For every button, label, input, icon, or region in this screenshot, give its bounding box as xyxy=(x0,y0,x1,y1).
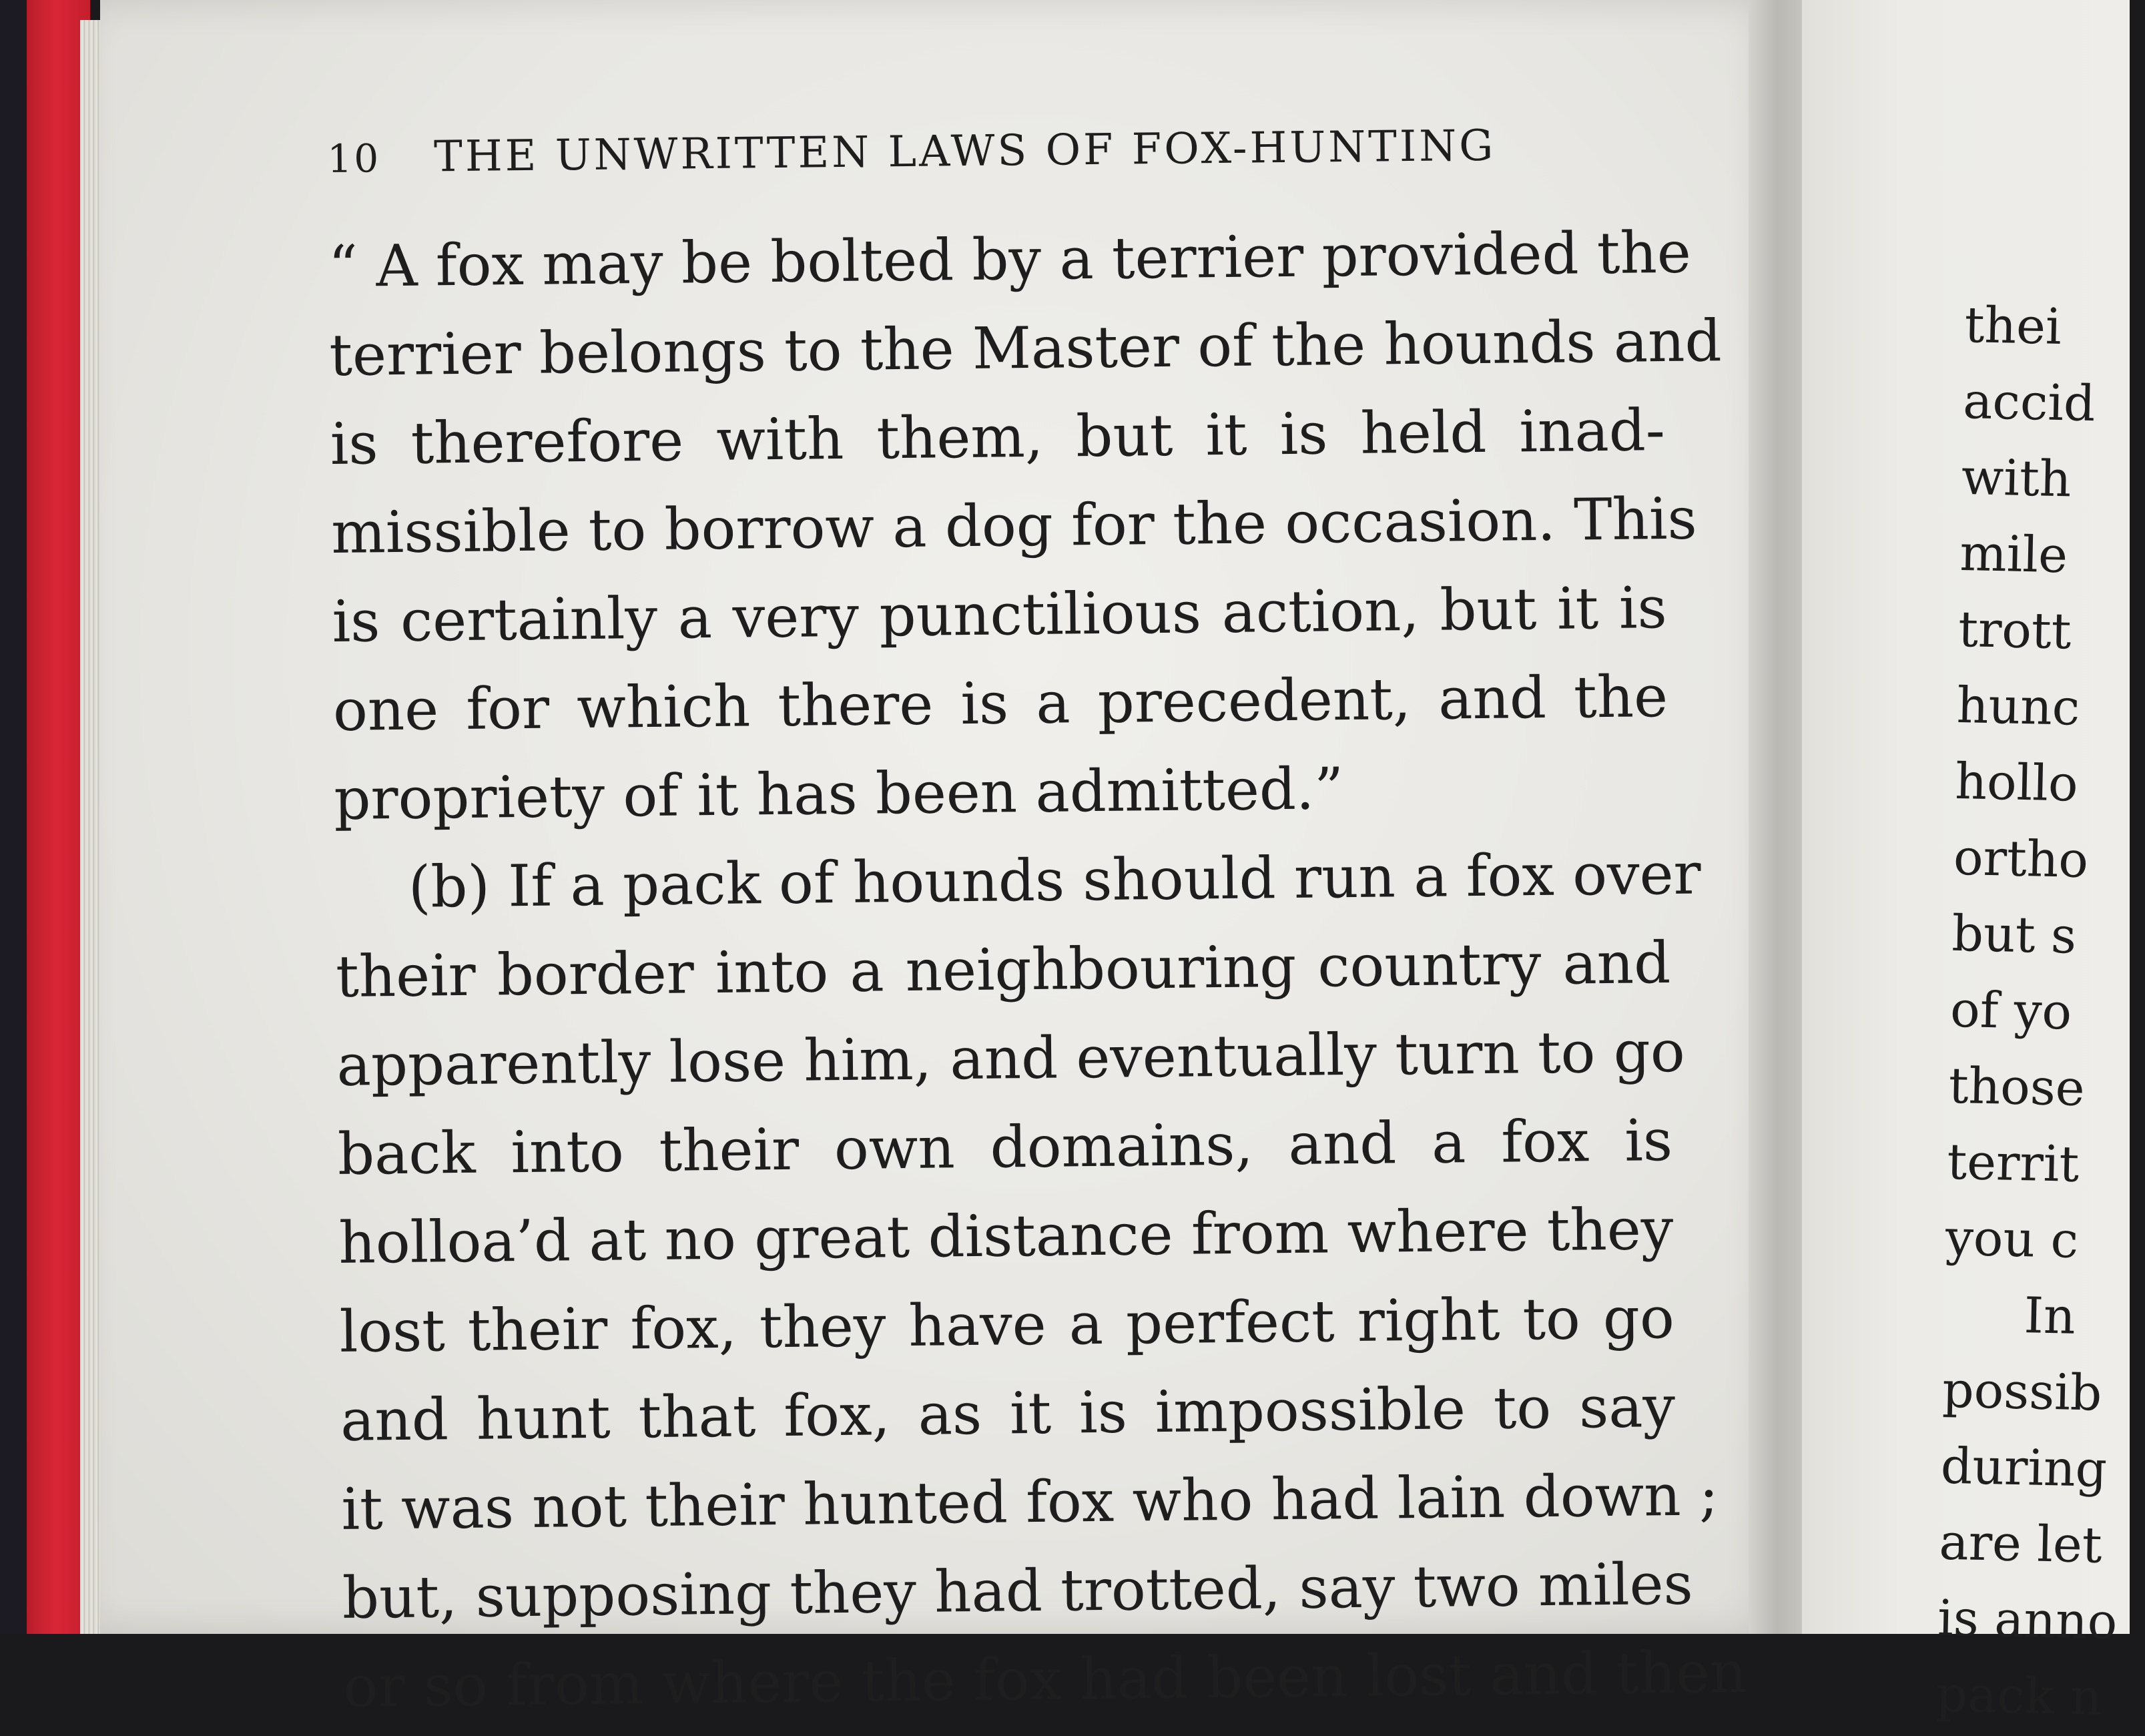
left-page-text xyxy=(327,119,1747,1732)
right-line: of yo xyxy=(1949,980,2073,1041)
body-line: terrier belongs to the Master of the hounds and xyxy=(328,308,1723,389)
right-line: In xyxy=(2023,1287,2076,1346)
right-line: possib xyxy=(1941,1361,2103,1422)
body-line: or so from where the fox had been lost and then xyxy=(342,1639,1747,1721)
background-dark xyxy=(0,0,27,1634)
body-line: lost their fox, they have a perfect right to go xyxy=(339,1284,1675,1366)
body-line: is therefore with them, but it is held inad- xyxy=(330,397,1666,478)
right-page-text xyxy=(1935,287,2139,1736)
right-line: you c xyxy=(1945,1209,2079,1269)
right-line: territ xyxy=(1946,1133,2080,1193)
body-line: propriety of it has been admitted.” xyxy=(333,756,1344,833)
page-number: 10 xyxy=(327,135,381,182)
body-line: is certainly a very punctilious action, but it is xyxy=(332,575,1668,655)
right-line: accid xyxy=(1962,372,2096,433)
body-line: missible to borrow a dog for the occasion. This xyxy=(330,485,1698,567)
body-line: but, supposing they had trotted, say two miles xyxy=(342,1550,1694,1632)
right-line: hollo xyxy=(1954,752,2079,813)
body-line: apparently lose him, and eventually turn to go xyxy=(336,1018,1686,1099)
right-line: pack n xyxy=(1935,1665,2103,1727)
right-line: ortho xyxy=(1953,828,2089,890)
body-line: “ A fox may be bolted by a terrier provided the xyxy=(328,219,1692,300)
right-line: mile xyxy=(1959,524,2068,585)
body-line: one for which there is a precedent, and the xyxy=(332,663,1668,744)
right-line: hunc xyxy=(1955,676,2081,737)
body-line: it was not their hunted fox who had lain down ; xyxy=(341,1462,1719,1543)
body-line: their border into a neighbouring country and xyxy=(335,929,1671,1010)
body-line: holloa’d at no great distance from where they xyxy=(338,1195,1674,1277)
right-line: are let xyxy=(1938,1513,2103,1574)
paragraph-b-start: (b) If a pack of hounds should run a fox over xyxy=(408,840,1702,921)
body-line: and hunt that fox, as it is impossible to say xyxy=(340,1373,1676,1454)
right-line: trott xyxy=(1957,600,2072,661)
right-line: thei xyxy=(1963,296,2062,356)
running-title: THE UNWRITTEN LAWS OF FOX-HUNTING xyxy=(433,121,1496,182)
right-line: those xyxy=(1948,1057,2086,1117)
right-line: is anno xyxy=(1937,1589,2118,1651)
body-line: back into their own domains, and a fox is xyxy=(337,1107,1673,1188)
right-line: but s xyxy=(1951,904,2077,965)
right-line: during xyxy=(1940,1437,2108,1498)
right-line: with xyxy=(1961,448,2072,509)
